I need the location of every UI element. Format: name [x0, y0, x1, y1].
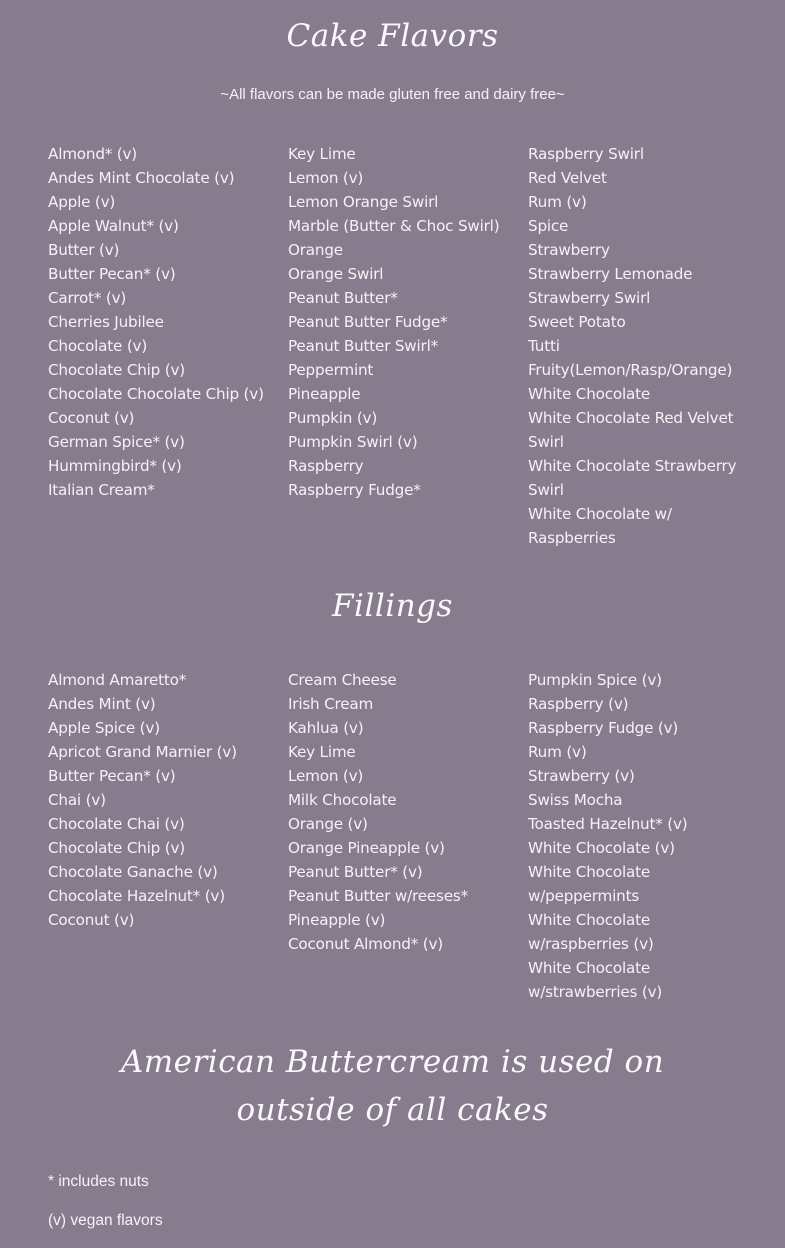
- list-item: Lemon (v): [288, 169, 364, 187]
- list-item: Key Lime: [288, 743, 356, 761]
- list-item: White Chocolate (v): [528, 839, 675, 857]
- list-item: Chocolate Chip (v): [48, 361, 185, 379]
- list-item: Peanut Butter Fudge*: [288, 313, 448, 331]
- list-item: Lemon Orange Swirl: [288, 193, 439, 211]
- list-item: Peanut Butter w/reeses*: [288, 887, 468, 905]
- fillings-column-3: [528, 668, 753, 1004]
- list-item: Apple Spice (v): [48, 719, 160, 737]
- list-item: Pineapple: [288, 385, 361, 403]
- list-item: Pineapple (v): [288, 911, 386, 929]
- list-item: Orange: [288, 241, 343, 259]
- list-item: Spice: [528, 217, 569, 235]
- gluten-dairy-free-note: ~All flavors can be made gluten free and dairy free~: [220, 86, 565, 103]
- list-item: Almond Amaretto*: [48, 671, 187, 689]
- list-item: Raspberry Fudge (v): [528, 719, 679, 737]
- cake-flavors-column-1: [48, 142, 266, 502]
- legend-nuts: * includes nuts: [48, 1173, 149, 1190]
- list-item: Orange Pineapple (v): [288, 839, 445, 857]
- list-item: Milk Chocolate: [288, 791, 397, 809]
- cake-flavors-column-3: [528, 142, 753, 550]
- list-item: Andes Mint Chocolate (v): [48, 169, 235, 187]
- list-item: Cream Cheese: [288, 671, 397, 689]
- list-item: Orange (v): [288, 815, 368, 833]
- list-item: Coconut (v): [48, 409, 135, 427]
- list-item: Peanut Butter* (v): [288, 863, 423, 881]
- list-item: Swiss Mocha: [528, 791, 623, 809]
- list-item: White Chocolate w/peppermints: [528, 863, 650, 905]
- list-item: Hummingbird* (v): [48, 457, 182, 475]
- list-item: Chocolate Hazelnut* (v): [48, 887, 225, 905]
- list-item: Peanut Butter*: [288, 289, 398, 307]
- list-item: Cherries Jubilee: [48, 313, 164, 331]
- list-item: Pumpkin (v): [288, 409, 378, 427]
- list-item: Italian Cream*: [48, 481, 155, 499]
- fillings-heading: Fillings: [332, 588, 453, 624]
- list-item: Apple (v): [48, 193, 116, 211]
- list-item: Butter (v): [48, 241, 120, 259]
- list-item: Butter Pecan* (v): [48, 767, 176, 785]
- list-item: Peppermint: [288, 361, 374, 379]
- list-item: Butter Pecan* (v): [48, 265, 176, 283]
- cake-flavors-column-2: [288, 142, 506, 502]
- list-item: Tutti Fruity(Lemon/Rasp/Orange): [528, 337, 733, 379]
- list-item: Rum (v): [528, 193, 587, 211]
- list-item: Pumpkin Spice (v): [528, 671, 662, 689]
- list-item: Strawberry Lemonade: [528, 265, 693, 283]
- list-item: Kahlua (v): [288, 719, 364, 737]
- list-item: Coconut (v): [48, 911, 135, 929]
- list-item: White Chocolate Strawberry Swirl: [528, 457, 737, 499]
- list-item: Strawberry Swirl: [528, 289, 651, 307]
- list-item: White Chocolate w/strawberries (v): [528, 959, 663, 1001]
- list-item: Chai (v): [48, 791, 106, 809]
- list-item: Sweet Potato: [528, 313, 626, 331]
- list-item: Strawberry (v): [528, 767, 635, 785]
- list-item: Apple Walnut* (v): [48, 217, 179, 235]
- list-item: Key Lime: [288, 145, 356, 163]
- list-item: Raspberry (v): [528, 695, 629, 713]
- buttercream-note-heading: American Buttercream is used on outside of all cakes: [120, 1044, 665, 1128]
- list-item: Chocolate Chip (v): [48, 839, 185, 857]
- legend-vegan: (v) vegan flavors: [48, 1212, 163, 1229]
- list-item: White Chocolate Red Velvet Swirl: [528, 409, 734, 451]
- fillings-column-1: [48, 668, 266, 932]
- list-item: Lemon (v): [288, 767, 364, 785]
- list-item: Raspberry: [288, 457, 364, 475]
- list-item: German Spice* (v): [48, 433, 185, 451]
- list-item: Carrot* (v): [48, 289, 127, 307]
- list-item: Apricot Grand Marnier (v): [48, 743, 237, 761]
- list-item: Chocolate Chocolate Chip (v): [48, 385, 264, 403]
- list-item: Marble (Butter & Choc Swirl): [288, 217, 500, 235]
- list-item: Orange Swirl: [288, 265, 384, 283]
- list-item: Peanut Butter Swirl*: [288, 337, 439, 355]
- list-item: Red Velvet: [528, 169, 607, 187]
- fillings-column-2: [288, 668, 506, 956]
- list-item: Raspberry Swirl: [528, 145, 644, 163]
- list-item: Strawberry: [528, 241, 610, 259]
- list-item: Almond* (v): [48, 145, 138, 163]
- list-item: Andes Mint (v): [48, 695, 156, 713]
- list-item: Raspberry Fudge*: [288, 481, 421, 499]
- list-item: Chocolate (v): [48, 337, 148, 355]
- list-item: Toasted Hazelnut* (v): [528, 815, 688, 833]
- list-item: White Chocolate: [528, 385, 650, 403]
- list-item: Irish Cream: [288, 695, 374, 713]
- list-item: White Chocolate w/ Raspberries: [528, 505, 672, 547]
- list-item: Pumpkin Swirl (v): [288, 433, 418, 451]
- list-item: Coconut Almond* (v): [288, 935, 443, 953]
- list-item: Chocolate Chai (v): [48, 815, 185, 833]
- list-item: Chocolate Ganache (v): [48, 863, 218, 881]
- list-item: White Chocolate w/raspberries (v): [528, 911, 654, 953]
- list-item: Rum (v): [528, 743, 587, 761]
- cake-flavors-heading: Cake Flavors: [286, 18, 499, 54]
